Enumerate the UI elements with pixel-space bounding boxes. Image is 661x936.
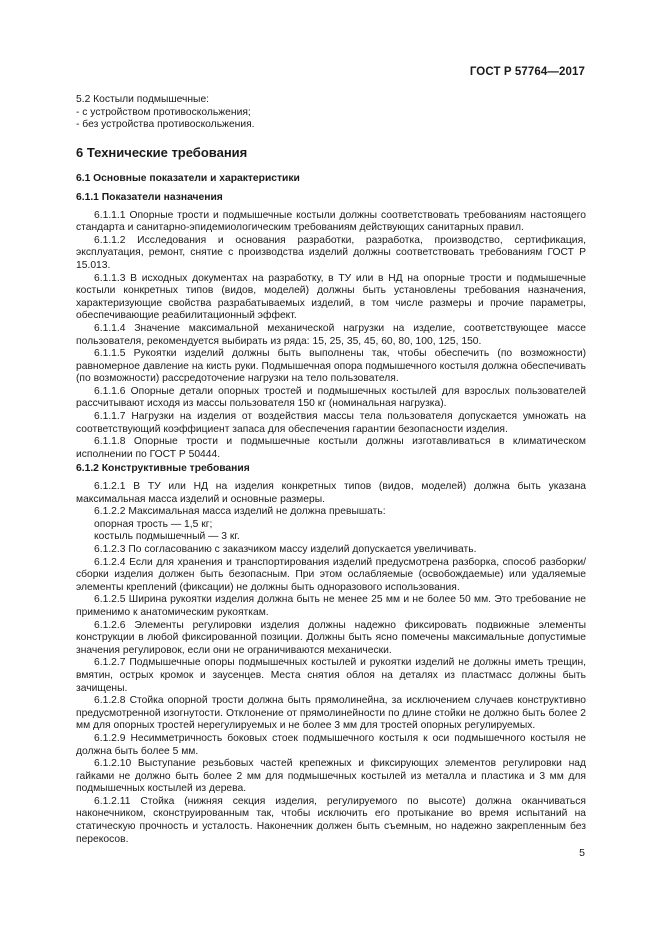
subsection-6-1-2-title: 6.1.2 Конструктивные требования bbox=[76, 463, 250, 475]
paragraph-6-1-2-4: 6.1.2.4 Если для хранения и транспортирования изделий предусмотрена разборка, способ разборки/сборки изделия должен быть безопасным. При этом ослабляемые (освобождаемые) или удаляемые элементы креплений (фиксации) не должны быть одноразового использования. bbox=[76, 556, 586, 593]
paragraph-6-1-2-8: 6.1.2.8 Стойка опорной трости должна быть прямолинейна, за исключением случаев конструктивно предусмотренной изогнутости. Отклонение от прямолинейности по длине стойки не должно быть более 2 мм для опорных тростей нерегулируемых и не более 3 мм для тростей опорных регулируемых. bbox=[76, 695, 586, 732]
paragraph-6-1-1-3: 6.1.1.3 В исходных документах на разработку, в ТУ или в НД на опорные трости и подмышечные костыли конкретных типов (видов, моделей) должны быть установлены требования назначения, характеризующие свойства разрабатываемых изделий, в том числе размеры и прочие параметры, обеспечивающие реабилитационный эффект. bbox=[76, 272, 586, 322]
intro-block bbox=[76, 94, 586, 132]
paragraph-6-1-2-2: 6.1.2.2 Максимальная масса изделий не должна превышать: bbox=[94, 506, 386, 518]
paragraph-6-1-2-3: 6.1.2.3 По согласованию с заказчиком массу изделий допускается увеличивать. bbox=[94, 544, 477, 555]
list-item: - без устройства противоскольжения. bbox=[76, 119, 255, 131]
paragraph-6-1-2-1: 6.1.2.1 В ТУ или НД на изделия конкретных типов (видов, моделей) должна быть указана максимальная масса изделий и основные размеры. bbox=[76, 481, 586, 505]
paragraph-6-1-1-4: 6.1.1.4 Значение максимальной механической нагрузки на изделие, соответствующее массе пользователя, рекомендуется выбирать из ряда: 15, 25, 35, 45, 60, 80, 100, 125, 150. bbox=[76, 322, 586, 347]
paragraph-6-1-2-6: 6.1.2.6 Элементы регулировки изделия должны надежно фиксировать подвижные элементы конструкции в любой фиксированной позиции. Должны быть ясно помечены максимальные допустимые значения регулировок, если они не ограничиваются механически. bbox=[76, 619, 586, 656]
section-6-title: 6 Технические требования bbox=[76, 144, 248, 160]
clause-5-2-heading: 5.2 Костыли подмышечные: bbox=[76, 94, 210, 105]
paragraph-6-1-1-6: 6.1.1.6 Опорные детали опорных тростей и подмышечных костылей для взрослых пользователей рассчитывают исходя из массы пользователя 150 кг (номинальная нагрузка). bbox=[76, 385, 586, 410]
paragraph-6-1-1-1: 6.1.1.1 Опорные трости и подмышечные костыли должны соответствовать требованиям настоящего стандарта и санитарно-эпидемиологическим требованиям действующих санитарных правил. bbox=[76, 209, 586, 234]
paragraph-6-1-2-7: 6.1.2.7 Подмышечные опоры подмышечных костылей и рукоятки изделий не должны иметь трещин, вмятин, острых кромок и заусенцев. Места снятия облоя на деталях из пластмасс должны быть зачищены. bbox=[76, 657, 586, 694]
list-item: - с устройством противоскольжения; bbox=[76, 106, 251, 118]
document-code-header: ГОСТ Р 57764—2017 bbox=[469, 66, 585, 78]
paragraph-6-1-2-10: 6.1.2.10 Выступание резьбовых частей крепежных и фиксирующих элементов регулировки над гайками не должно быть более 2 мм для подмышечных костылей из металла и пластика и 3 мм для подмышечных костылей из дерева. bbox=[76, 758, 586, 795]
list-item: костыль подмышечный — 3 кг. bbox=[94, 531, 240, 543]
paragraph-6-1-2-5: 6.1.2.5 Ширина рукоятки изделия должна быть не менее 25 мм и не более 50 мм. Это требование не применимо к анатомическим рукояткам. bbox=[76, 594, 586, 618]
paragraph-6-1-1-2: 6.1.1.2 Исследования и основания разработки, разработка, производство, сертификация, эксплуатация, ремонт, снятие с производства изделий должны соответствовать требованиям ГОСТ Р 15.013. bbox=[76, 234, 586, 271]
paragraph-6-1-1-7: 6.1.1.7 Нагрузки на изделия от воздействия массы тела пользователя допускается умножать на соответствующий коэффициент запаса для обеспечения гарантии безопасности изделия. bbox=[76, 411, 586, 435]
document-body bbox=[76, 94, 586, 846]
paragraph-6-1-1-8: 6.1.1.8 Опорные трости и подмышечные костыли должны изготавливаться в климатическом исполнении по ГОСТ Р 50444. bbox=[76, 436, 586, 460]
paragraph-6-1-2-11: 6.1.2.11 Стойка (нижняя секция изделия, регулируемого по высоте) должна оканчиваться наконечником, сконструированным так, чтобы исключить его протыкание во время испытаний на статическую прочность и усталость. Наконечник должен быть съемным, но надежно закрепленным без перекосов. bbox=[76, 795, 586, 845]
subsection-6-1-1-title: 6.1.1 Показатели назначения bbox=[76, 191, 223, 203]
page-number: 5 bbox=[579, 847, 585, 859]
paragraph-6-1-2-9: 6.1.2.9 Несимметричность боковых стоек подмышечного костыля к оси подмышечного костыля не должна быть более 5 мм. bbox=[76, 732, 586, 757]
list-item: опорная трость — 1,5 кг; bbox=[94, 518, 213, 530]
subsection-6-1-title: 6.1 Основные показатели и характеристики bbox=[76, 173, 300, 185]
paragraph-6-1-1-5: 6.1.1.5 Рукоятки изделий должны быть выполнены так, чтобы обеспечить (по возможности) равномерное давление на кисть руки. Подмышечная опора подмышечного костыля должна обеспечивать (по возможности) рассредоточение нагрузки на тело пользователя. bbox=[76, 348, 586, 385]
